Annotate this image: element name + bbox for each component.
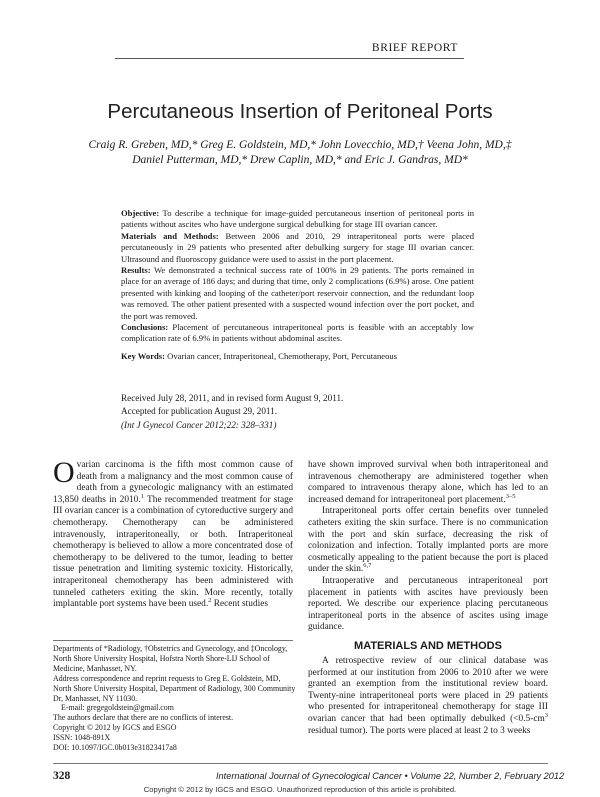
results-label: Results: [121, 265, 151, 276]
journal-info: International Journal of Gynecological Cancer • Volume 22, Number 2, February 2012 [216, 771, 565, 781]
section-heading-methods: MATERIALS AND METHODS [354, 640, 502, 652]
col2-para-1: have shown improved survival when both intraperitoneal and intravenous chemotherapy are administered together when compared to intravenous therapy alone, which has led to an increased demand for intraperitoneal port placement. [308, 460, 548, 505]
body-column-left [53, 456, 293, 611]
page-number: 328 [53, 770, 71, 782]
footer-rule [53, 763, 548, 764]
body-column-right [308, 460, 548, 634]
issn: ISSN: 1048-891X [53, 733, 111, 743]
intro-text-c: Recent studies [211, 599, 268, 610]
conclusions-text: Placement of percutaneous intraperitoneal ports is feasible with an acceptably low complication rate of 6.9% in patients without abdominal ascites. [121, 322, 474, 344]
abstract [121, 208, 474, 362]
objective-text: To describe a technique for image-guided percutaneous insertion of peritoneal ports in patients without ascites who have undergone surgical debulking for stage III ovarian cancer. [121, 208, 474, 230]
journal-citation: (Int J Gynecol Cancer 2012;22: 328–331) [121, 420, 277, 431]
author-line-1: Craig R. Greben, MD,* Greg E. Goldstein, MD,* John Lovecchio, MD,† Veena John, MD,‡ [88, 139, 512, 151]
intro-text-b: The recommended treatment for stage III ovarian cancer is a combination of cytoreductive surgery and chemotherapy. Chemotherapy can be administered intravenously, intraperitoneally, or both. Intraperitoneal chemotherapy is believed to allow a more concentrated dose of chemotherapy to be delivered to the tumor, leading to better tissue penetration and limiting systemic toxicity. Historically, intraperitoneal chemotherapy has been administered with tunneled catheters exiting the skin. More recently, totally implantable port systems have been used. [53, 494, 293, 610]
correspondence: Address correspondence and reprint requests to Greg E. Goldstein, MD, North Shore University Hospital, Department of Radiology, 300 Community Dr, Manhasset, NY 11030. [53, 673, 296, 703]
received-info [121, 392, 481, 432]
ref-2[interactable]: 2 [208, 597, 212, 605]
footnotes [53, 644, 298, 753]
col2-para-3: Intraoperative and percutaneous intraperitoneal port placement in patients with ascites have previously been reported. We describe our experience placing percutaneous intraperitoneal ports in the absence of ascites using image guidance. [308, 575, 548, 633]
author-list [60, 138, 540, 168]
results-text: We demonstrated a technical success rate of 100% in 29 patients. The ports remained in place for an average of 186 days; and during that time, only 2 complications (6.9%) arose. One patient presented with kinking and looping of the catheter/port reservoir connection, and the redundant loop was removed. The other patient presented with a suspected wound infection over the port pocket, and the port was removed. [121, 265, 474, 321]
superscript-3: 3 [544, 711, 548, 719]
methods-paragraph [308, 656, 548, 737]
objective-label: Objective: [121, 208, 160, 218]
copyright-footer: Copyright © 2012 by IGCS and ESGO. Unauthorized reproduction of this article is prohibited. [143, 785, 457, 794]
email[interactable]: E-mail: gregegoldstein@gmail.com [61, 703, 174, 713]
methods-label: Materials and Methods: [121, 230, 219, 241]
affiliations: Departments of *Radiology, †Obstetrics and Gynecology, and ‡Oncology, North Shore University Hospital, Hofstra North Shore-LIJ School of Medicine, Manhasset, NY. [53, 644, 288, 673]
ref-4[interactable]: 6,7 [363, 562, 372, 570]
conclusions-label: Conclusions: [121, 322, 169, 333]
section-label: BRIEF REPORT [371, 42, 458, 54]
article-title: Percutaneous Insertion of Peritoneal Ports [107, 100, 493, 123]
methods-text-a: A retrospective review of our clinical database was performed at our institution from 2006 to 2010 after we were granted an exemption from the institutional review board. Twenty-nine intraperitoneal ports were placed in 29 patients who presented for intraperitoneal chemotherapy for stage III ovarian cancer that had been optimally debulked (<0.5-cm [308, 656, 548, 724]
header-rule [115, 58, 464, 59]
received-line: Received July 28, 2011, and in revised form August 9, 2011. [121, 393, 344, 403]
ref-1[interactable]: 1 [140, 492, 144, 500]
methods-text: Between 2006 and 2010, 29 intraperitoneal ports were placed percutaneously in 29 patients who presented after debulking surgery for stage III ovarian cancer. Ultrasound and fluoroscopy guidance were used to assist in the port placement. [121, 230, 474, 264]
col2-para-2: Intraperitoneal ports offer certain benefits over tunneled catheters exiting the skin surface. There is no communication with the port and skin surface, decreasing the risk of colonization and infection. Totally implanted ports are more cosmetically appealing to the patient because the port is placed under the skin. [308, 506, 548, 575]
author-line-2: Daniel Putterman, MD,* Drew Caplin, MD,* and Eric J. Gandras, MD* [132, 154, 468, 166]
methods-text-b: residual tumor). The ports were placed at least 2 to 3 weeks [308, 725, 531, 736]
intro-text-a: varian carcinoma is the fifth most common cause of death from a malignancy and the most common cause of death from a gynecologic malignancy with an estimated 13,850 deaths in 2010. [53, 460, 293, 505]
conflicts: The authors declare that there are no conflicts of interest. [53, 713, 234, 723]
footnote-rule [53, 640, 293, 641]
accepted-line: Accepted for publication August 29, 2011. [121, 405, 278, 416]
drop-cap: O [53, 456, 75, 489]
copyright-note: Copyright © 2012 by IGCS and ESGO [53, 723, 177, 733]
doi[interactable]: DOI: 10.1097/IGC.0b013e31823417a8 [53, 743, 177, 753]
ref-3[interactable]: 3–5 [505, 492, 516, 500]
keywords-label: Key Words: [121, 350, 166, 361]
keywords-text: Ovarian cancer, Intraperitoneal, Chemotherapy, Port, Percutaneous [167, 350, 398, 361]
